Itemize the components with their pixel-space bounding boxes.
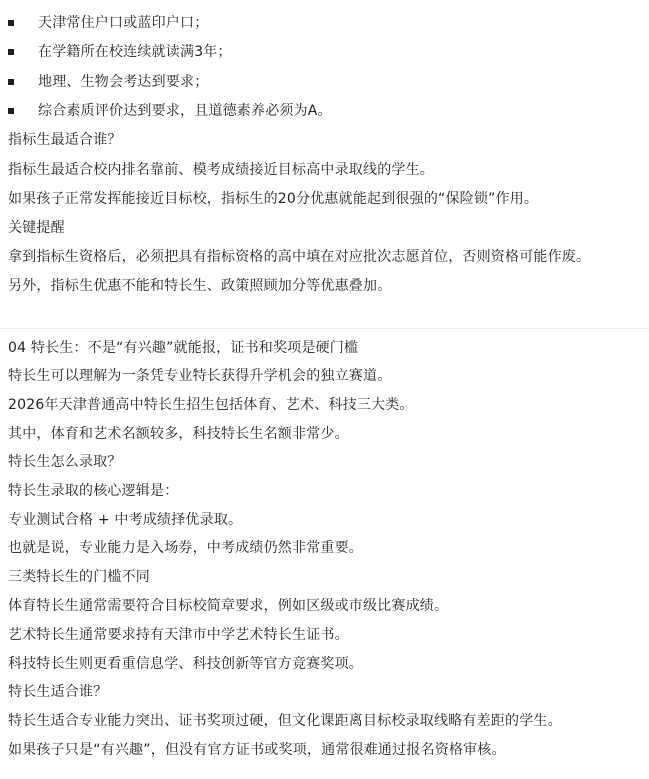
subheading: 特长生怎么录取？ — [8, 454, 122, 470]
paragraph: 2026年天津普通高中特长生招生包括体育、艺术、科技三大类。 — [8, 397, 414, 413]
bullet-item: 天津常住户口或蓝印户口； — [38, 15, 209, 31]
paragraph: 体育特长生通常需要符合目标校简章要求，例如区级或市级比赛成绩。 — [8, 598, 449, 614]
paragraph: 也就是说，专业能力是入场券，中考成绩仍然非常重要。 — [8, 540, 363, 556]
subheading: 三类特长生的门槛不同 — [8, 569, 150, 585]
bullet-item: 地理、生物会考达到要求； — [38, 74, 209, 90]
subheading: 特长生适合谁？ — [8, 684, 108, 700]
bullet-marker — [8, 20, 14, 26]
subheading: 关键提醒 — [8, 220, 65, 236]
paragraph: 特长生适合专业能力突出、证书奖项过硬，但文化课距离目标校录取线略有差距的学生。 — [8, 713, 562, 729]
bullet-item: 在学籍所在校连续就读满3年； — [38, 44, 232, 60]
bullet-marker — [8, 49, 14, 55]
bullet-marker — [8, 108, 14, 114]
paragraph: 其中，体育和艺术名额较多，科技特长生名额非常少。 — [8, 426, 349, 442]
paragraph: 如果孩子只是“有兴趣”，但没有官方证书或奖项，通常很难通过报名资格审核。 — [8, 742, 506, 758]
paragraph: 特长生录取的核心逻辑是： — [8, 483, 179, 499]
paragraph: 拿到指标生资格后，必须把具有指标资格的高中填在对应批次志愿首位，否则资格可能作废。 — [8, 249, 591, 265]
paragraph: 如果孩子正常发挥能接近目标校，指标生的20分优惠就能起到很强的“保险锁”作用。 — [8, 191, 539, 207]
paragraph: 艺术特长生通常要求持有天津市中学艺术特长生证书。 — [8, 627, 349, 643]
subheading: 指标生最适合谁？ — [8, 132, 122, 148]
section-divider — [0, 328, 649, 329]
bullet-marker — [8, 79, 14, 85]
bullet-item: 综合素质评价达到要求，且道德素养必须为A。 — [38, 103, 332, 119]
paragraph: 特长生可以理解为一条凭专业特长获得升学机会的独立赛道。 — [8, 368, 392, 384]
paragraph: 科技特长生则更看重信息学、科技创新等官方竞赛奖项。 — [8, 656, 363, 672]
paragraph: 另外，指标生优惠不能和特长生、政策照顾加分等优惠叠加。 — [8, 278, 392, 294]
paragraph: 指标生最适合校内排名靠前、模考成绩接近目标高中录取线的学生。 — [8, 162, 434, 178]
section-title: 04 特长生：不是“有兴趣”就能报，证书和奖项是硬门槛 — [8, 340, 359, 356]
paragraph: 专业测试合格 + 中考成绩择优录取。 — [8, 512, 243, 528]
